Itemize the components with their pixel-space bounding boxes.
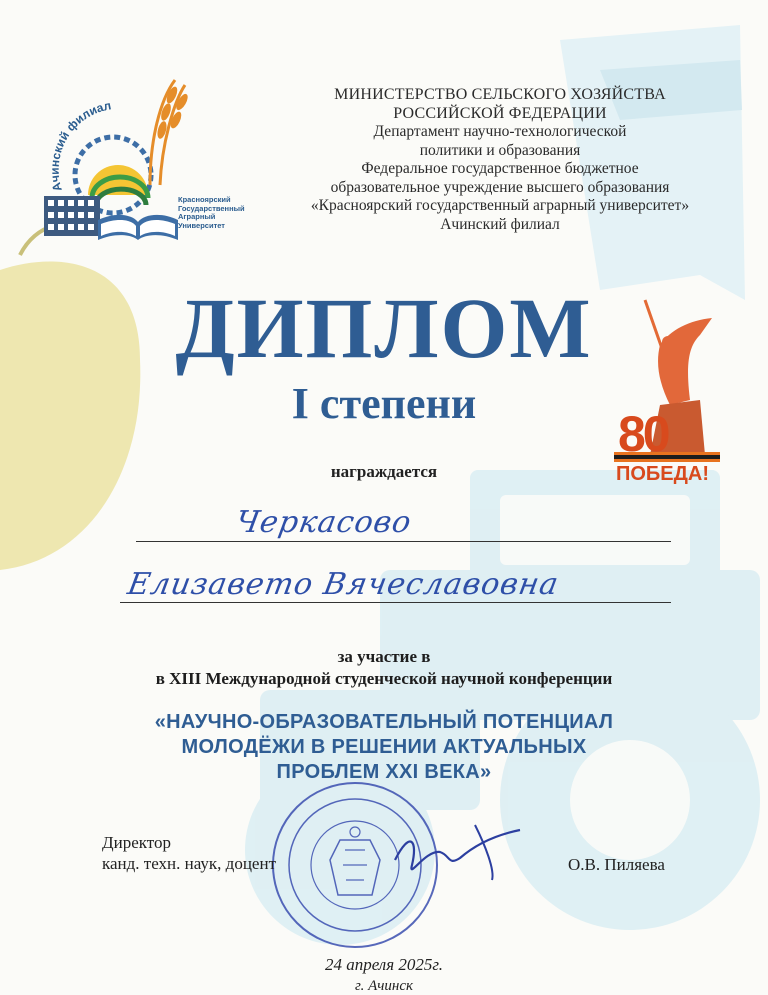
director-block <box>102 832 276 874</box>
header-line: Ачинский филиал <box>440 215 560 233</box>
diploma-title: ДИПЛОМ <box>175 280 593 376</box>
header-line: образовательное учреждение высшего образования <box>330 178 670 196</box>
issue-date: 24 апреля 2025г. <box>324 955 444 974</box>
header-line: Федеральное государственное бюджетное <box>361 160 639 177</box>
name-underline <box>136 541 671 542</box>
logo-caption-line: Государственный <box>178 203 245 213</box>
conference-title <box>0 710 768 785</box>
participation-line: за участие в <box>337 647 431 666</box>
logo-caption-line: Красноярский <box>178 195 231 204</box>
director-degree: канд. техн. наук, доцент <box>102 854 277 873</box>
recipient-surname: Черкасово <box>232 505 415 540</box>
header-line: МИНИСТЕРСТВО СЕЛЬСКОГО ХОЗЯЙСТВА <box>334 86 666 103</box>
recipient-given-names: Елизавето Вячеславовна <box>124 567 562 602</box>
conference-line: МОЛОДЁЖИ В РЕШЕНИИ АКТУАЛЬНЫХ <box>181 736 587 758</box>
participation-line: в XIII Международной студенческой научной конференции <box>155 669 613 688</box>
conference-line: «НАУЧНО-ОБРАЗОВАТЕЛЬНЫЙ ПОТЕНЦИАЛ <box>154 711 614 733</box>
victory-number: 80 <box>618 406 668 462</box>
name-underline <box>120 602 671 603</box>
header-line: «Красноярский государственный аграрный университет» <box>310 197 690 214</box>
conference-line: ПРОБЛЕМ XXI ВЕКА» <box>276 761 492 783</box>
awarded-label: награждается <box>330 462 438 481</box>
director-name: О.В. Пиляева <box>568 855 665 874</box>
ministry-header <box>250 86 750 234</box>
logo-caption-line: Университет <box>178 220 225 230</box>
issue-city: г. Ачинск <box>354 978 414 994</box>
header-line: Департамент научно-технологической <box>373 123 627 140</box>
header-line: политики и образования <box>419 141 581 159</box>
director-position: Директор <box>102 833 171 852</box>
logo-arc-text: Ачинский филиал <box>47 98 113 193</box>
victory-word: ПОБЕДА! <box>616 463 709 485</box>
university-logo <box>44 80 190 240</box>
diploma-degree: I степени <box>291 379 477 428</box>
participation-text <box>0 646 768 690</box>
header-line: РОССИЙСКОЙ ФЕДЕРАЦИИ <box>393 104 607 122</box>
logo-caption-line: Аграрный <box>178 212 216 221</box>
